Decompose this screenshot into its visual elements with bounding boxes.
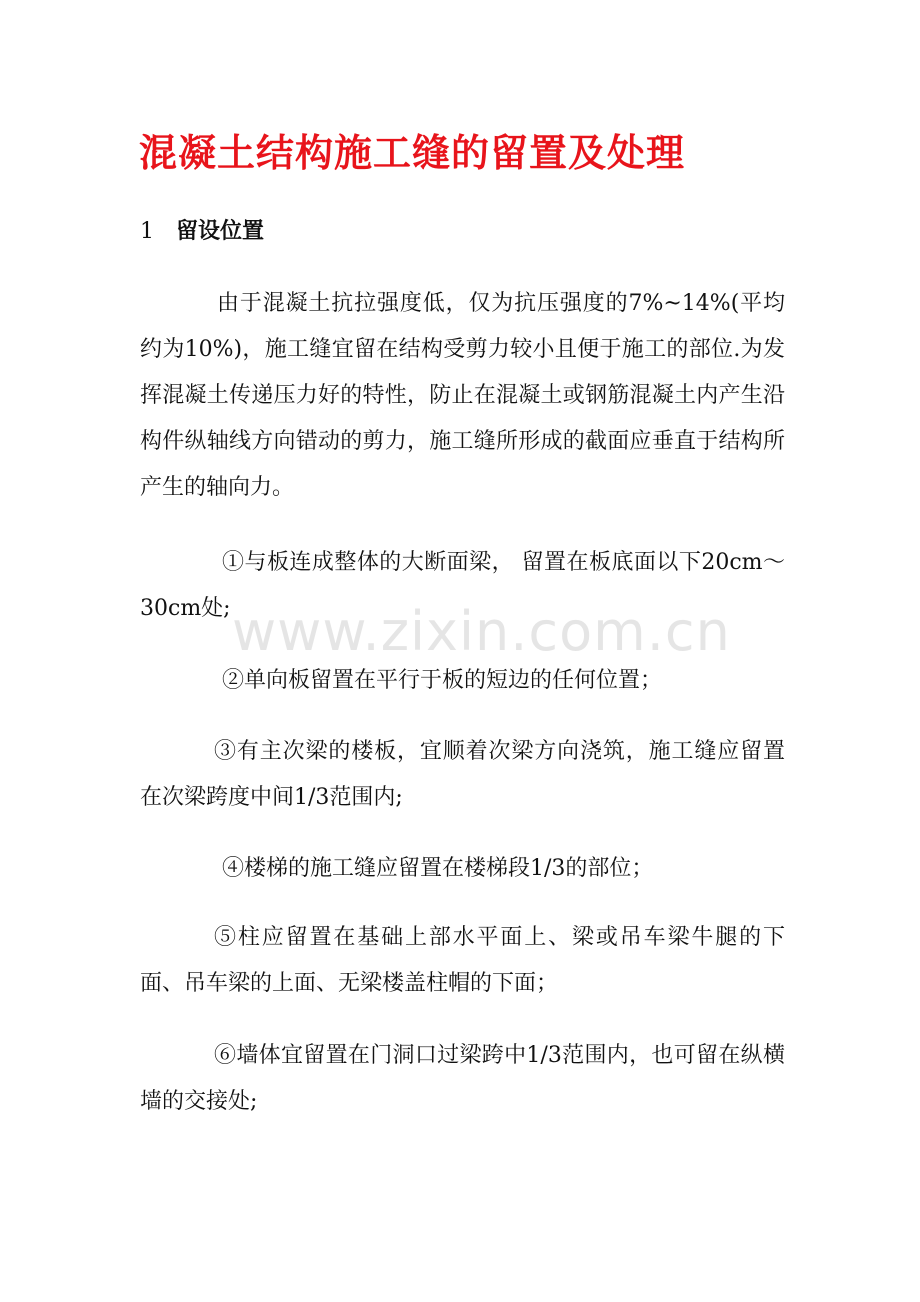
list-item: ④楼梯的施工缝应留置在楼梯段1/3的部位；	[222, 856, 654, 881]
watermark: www.zixin.com.cn	[232, 600, 731, 663]
list-item: ②单向板留置在平行于板的短边的任何位置；	[222, 668, 663, 693]
section-number: 1	[140, 219, 154, 244]
list-item: ①与板连成整体的大断面梁， 留置在板底面以下20cm～30cm处;	[140, 550, 785, 621]
list-item: ⑤柱应留置在基础上部水平面上、梁或吊车梁牛腿的下面、吊车梁的上面、无梁楼盖柱帽的下面；	[140, 925, 785, 996]
section-heading	[140, 214, 264, 245]
section-heading-text: 留设位置	[176, 218, 265, 244]
list-item: ⑥墙体宜留置在门洞口过梁跨中1/3范围内，也可留在纵横墙的交接处;	[140, 1043, 785, 1114]
list-item: ③有主次梁的楼板，宜顺着次梁方向浇筑，施工缝应留置在次梁跨度中间1/3范围内;	[140, 739, 785, 810]
document-title: 混凝土结构施工缝的留置及处理	[139, 130, 686, 175]
intro-paragraph: 由于混凝土抗拉强度低，仅为抗压强度的7%~14%(平均约为10%)，施工缝宜留在结构受剪力较小且便于施工的部位.为发挥混凝土传递压力好的特性，防止在混凝土或钢筋混凝土内产生沿构件纵轴线方向错动的剪力，施工缝所形成的截面应垂直于结构所产生的轴向力。	[140, 291, 785, 500]
